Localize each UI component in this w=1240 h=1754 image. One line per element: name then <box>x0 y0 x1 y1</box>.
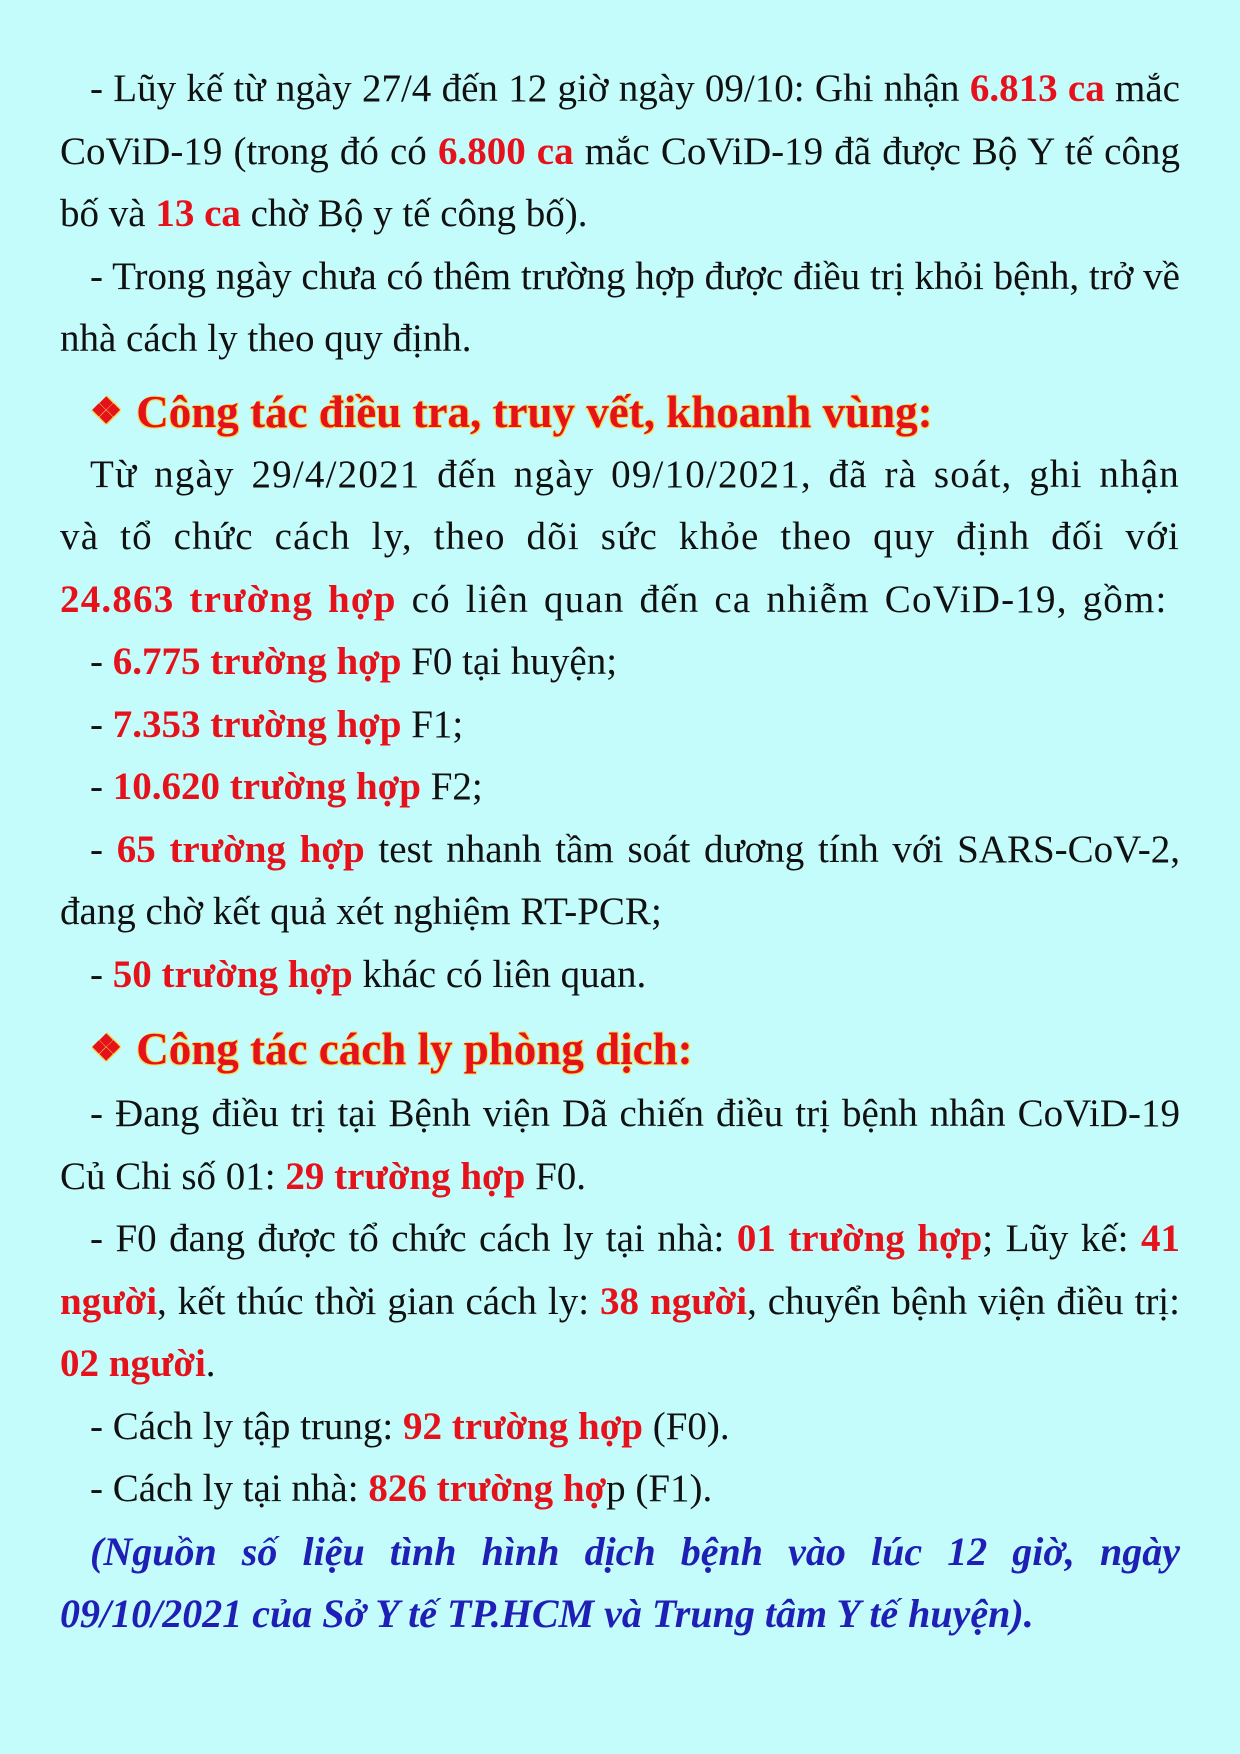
recovered-paragraph: - Trong ngày chưa có thêm trường hợp được điều trị khỏi bệnh, trở về nhà cách ly theo quy định. <box>60 254 1180 360</box>
confirmed-cases-highlight: 6.800 ca <box>437 129 574 173</box>
total-traced-highlight: 24.863 trường hợp <box>60 577 397 621</box>
total-cases-highlight: 6.813 ca <box>969 67 1105 110</box>
cumulative-cases-paragraph: - Lũy kế từ ngày 27/4 đến 12 giờ ngày 09/10: Ghi nhận 6.813 ca mắc CoViD-19 (trong đó có 6.800 ca mắc CoViD-19 đã được Bộ Y tế công bố và 13 ca chờ Bộ y tế công bố). <box>60 67 1180 235</box>
section-title: Công tác cách ly phòng dịch: <box>136 1024 693 1074</box>
section-heading-investigation <box>60 381 1180 442</box>
pending-cases-highlight: 13 ca <box>155 192 241 235</box>
source-note: (Nguồn số liệu tình hình dịch bệnh vào lúc 12 giờ, ngày 09/10/2021 của Sở Y tế TP.HCM và Trung tâm Y tế huyện). <box>60 1528 1180 1636</box>
diamond-bullet-icon: ❖ <box>90 1028 123 1068</box>
section-heading-quarantine <box>60 1018 1180 1079</box>
section-title: Công tác điều tra, truy vết, khoanh vùng: <box>136 386 933 437</box>
list-item-f1: - 7.353 trường hợp F1; <box>90 702 464 746</box>
home-isolation-paragraph: - F0 đang được tổ chức cách ly tại nhà: 01 trường hợp; Lũy kế: 41 người, kết thúc thời gian cách ly: 38 người, chuyển bệnh viện điều trị: 02 người. <box>60 1217 1180 1385</box>
tracing-summary-paragraph: Từ ngày 29/4/2021 đến ngày 09/10/2021, đã rà soát, ghi nhận và tổ chức cách ly, theo dõi sức khỏe theo quy định đối với 24.863 trường hợp có liên quan đến ca nhiễm CoViD-19, gồm: <box>60 452 1180 621</box>
centralized-quarantine-paragraph: - Cách ly tập trung: 92 trường hợp (F0). <box>90 1404 730 1448</box>
home-quarantine-paragraph: - Cách ly tại nhà: 826 trường hợp (F1). <box>90 1467 713 1510</box>
diamond-bullet-icon: ❖ <box>90 390 123 431</box>
list-item-other: - 50 trường hợp khác có liên quan. <box>90 952 647 996</box>
field-hospital-paragraph: - Đang điều trị tại Bệnh viện Dã chiến điều trị bệnh nhân CoViD-19 Củ Chi số 01: 29 trường hợp F0. <box>60 1092 1180 1198</box>
list-item-rapid-test: - 65 trường hợp test nhanh tầm soát dương tính với SARS-CoV-2, đang chờ kết quả xét nghiệm RT-PCR; <box>60 827 1180 933</box>
list-item-f0: - 6.775 trường hợp F0 tại huyện; <box>90 640 618 683</box>
list-item-f2: - 10.620 trường hợp F2; <box>90 765 483 808</box>
